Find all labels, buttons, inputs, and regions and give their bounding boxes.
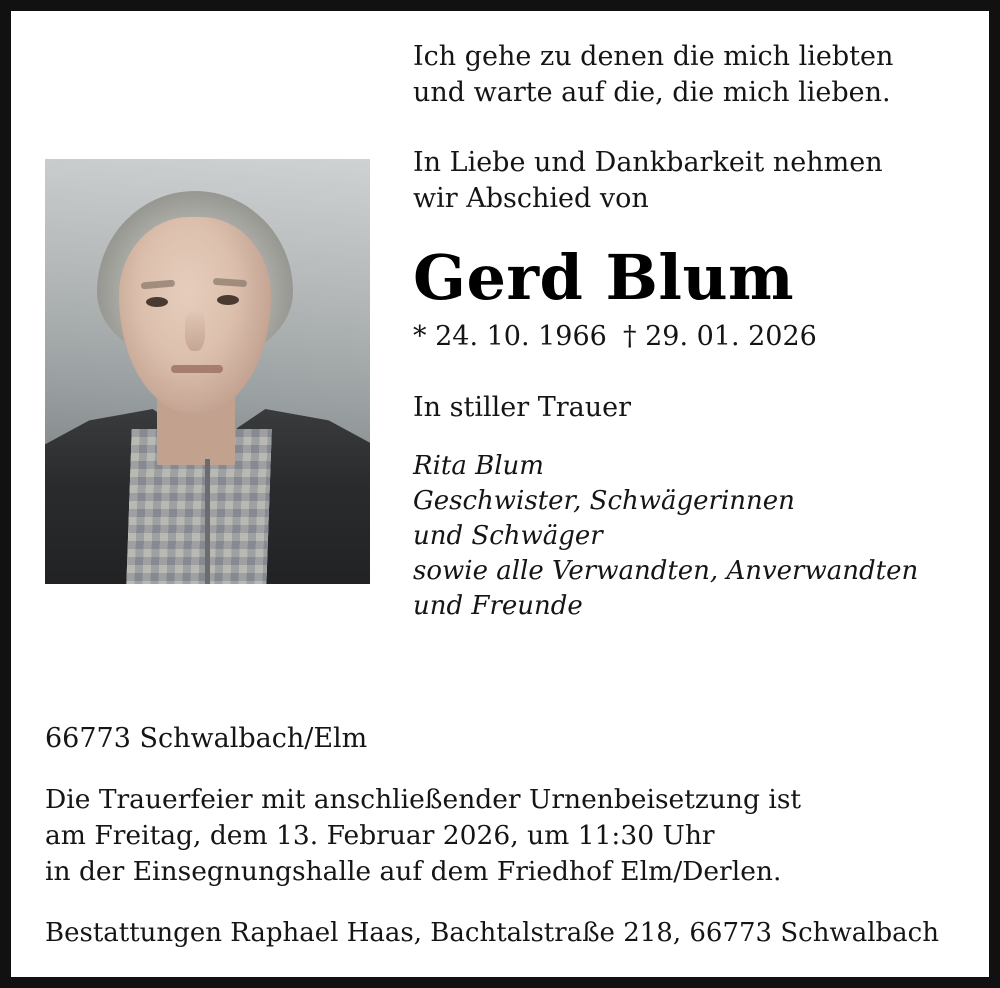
mourner-line: und Schwäger — [413, 520, 603, 551]
portrait-photo — [45, 159, 370, 584]
verse-line-1: Ich gehe zu denen die mich liebten — [413, 41, 894, 72]
ceremony-details — [45, 782, 959, 890]
photo-eye-left — [146, 297, 168, 307]
photo-nose — [185, 309, 205, 351]
intro-line-2: wir Abschied von — [413, 182, 649, 214]
portrait-column — [45, 35, 375, 584]
photo-eye-right — [217, 295, 239, 305]
memorial-verse — [413, 39, 955, 111]
verse-line-2: und warte auf die, die mich lieben. — [413, 76, 891, 108]
intro-line-1: In Liebe und Dankbarkeit nehmen — [413, 146, 883, 178]
life-dates — [413, 321, 955, 352]
ceremony-line: in der Einsegnungshalle auf dem Friedhof Elm/Derlen. — [45, 856, 782, 888]
mourner-line: sowie alle Verwandten, Anverwandten — [413, 555, 919, 586]
mourner-line: Geschwister, Schwägerinnen — [413, 485, 795, 516]
notice-upper-section — [45, 35, 955, 624]
photo-mouth — [171, 365, 223, 373]
text-column — [375, 35, 955, 624]
mourners-list — [413, 449, 955, 624]
place-line: 66773 Schwalbach/Elm — [45, 723, 368, 754]
death-date: † 29. 01. 2026 — [623, 320, 817, 352]
photo-jacket-zipper — [205, 459, 210, 584]
deceased-name: Gerd Blum — [413, 240, 795, 314]
ceremony-line: Die Trauerfeier mit anschließender Urnenbeisetzung ist — [45, 784, 802, 815]
funeral-home-line: Bestattungen Raphael Haas, Bachtalstraße 218, 66773 Schwalbach — [45, 918, 939, 949]
mourner-line: Rita Blum — [413, 450, 544, 481]
farewell-intro — [413, 145, 955, 217]
ceremony-line: am Freitag, dem 13. Februar 2026, um 11:30 Uhr — [45, 820, 715, 852]
mourning-heading: In stiller Trauer — [413, 391, 632, 423]
mourner-line: und Freunde — [413, 591, 583, 621]
notice-lower-section — [45, 723, 959, 948]
birth-date: * 24. 10. 1966 — [413, 320, 607, 352]
